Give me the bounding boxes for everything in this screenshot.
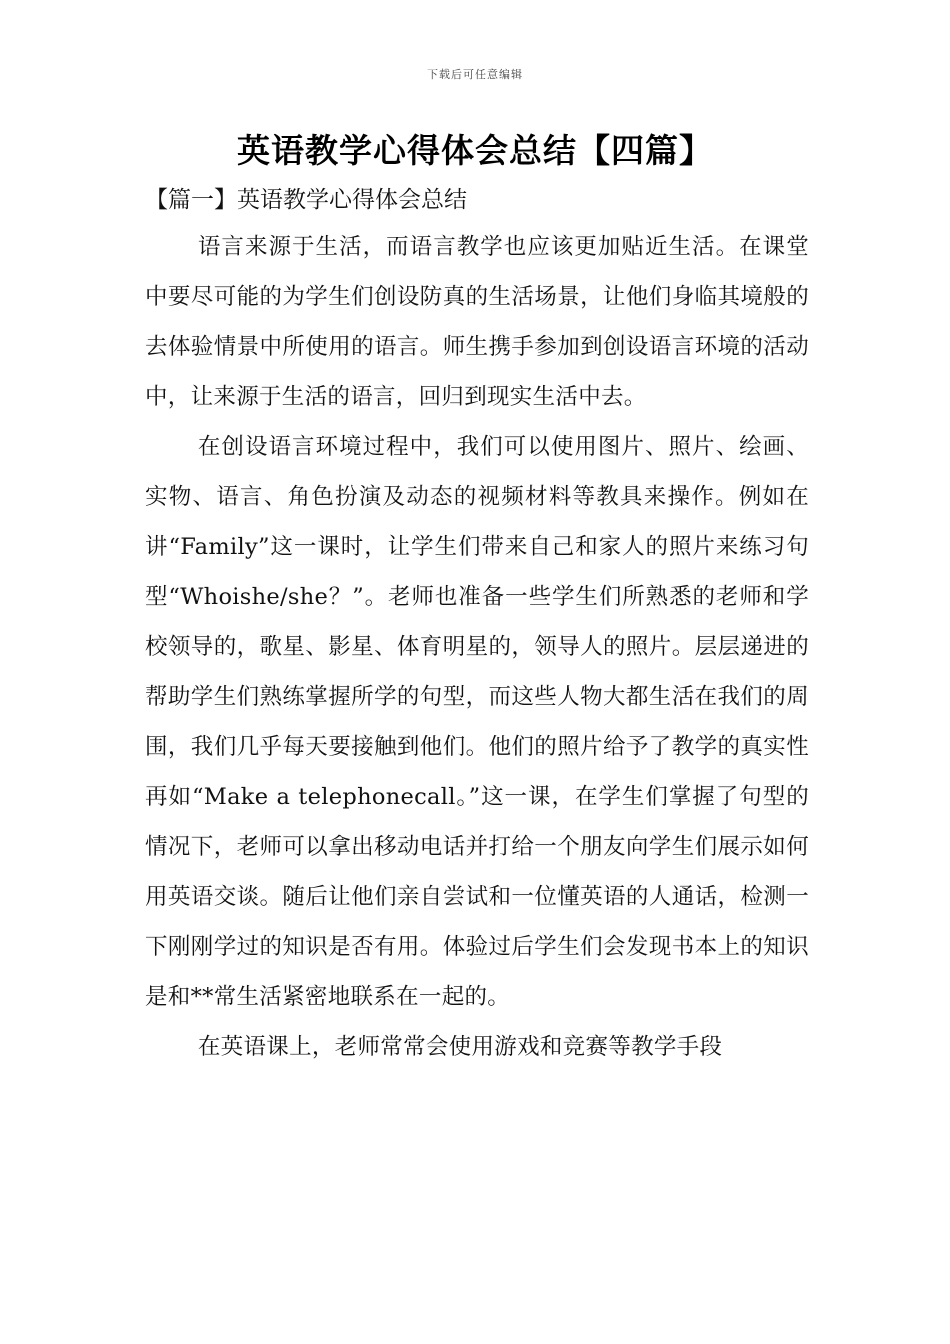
- paragraph: 在创设语言环境过程中，我们可以使用图片、照片、绘画、实物、语言、角色扮演及动态的视频材料等教具来操作。例如在讲“Family”这一课时，让学生们带来自己和家人的照片来练习句型“Whoishe/she？”。老师也准备一些学生们所熟悉的老师和学校领导的，歌星、影星、体育明星的，领导人的照片。层层递进的帮助学生们熟练掌握所学的句型，而这些人物大都生活在我们的周围，我们几乎每天要接触到他们。他们的照片给予了教学的真实性再如“Make a telephonecall。”这一课，在学生们掌握了句型的情况下，老师可以拿出移动电话并打给一个朋友向学生们展示如何用英语交谈。随后让他们亲自尝试和一位懂英语的人通话，检测一下刚刚学过的知识是否有用。体验过后学生们会发现书本上的知识是和**常生活紧密地联系在一起的。: [145, 434, 809, 1010]
- paragraph: 在英语课上，老师常常会使用游戏和竞赛等教学手段: [197, 1034, 723, 1060]
- body-text: [145, 222, 809, 1072]
- header-note: 下载后可任意编辑: [427, 68, 523, 81]
- section-heading: 【篇一】英语教学心得体会总结: [145, 187, 467, 213]
- paragraph: 语言来源于生活，而语言教学也应该更加贴近生活。在课堂中要尽可能的为学生们创设防真的生活场景，让他们身临其境般的去体验情景中所使用的语言。师生携手参加到创设语言环境的活动中，让来源于生活的语言，回归到现实生活中去。: [145, 234, 809, 410]
- document-title: 英语教学心得体会总结【四篇】: [237, 131, 713, 170]
